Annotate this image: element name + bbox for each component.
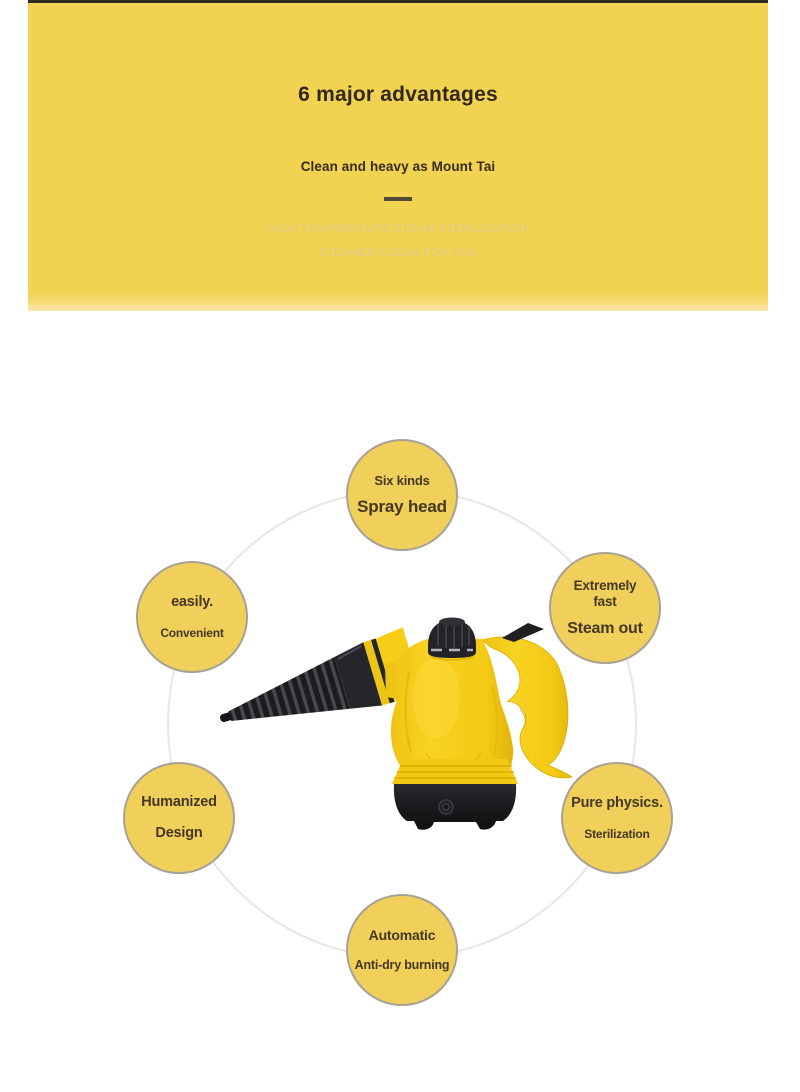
feature-line: Convenient [160, 625, 224, 640]
feature-line: easily. [171, 594, 213, 611]
feature-circle-spray-head [346, 439, 458, 551]
steam-cleaner-product-image [200, 600, 600, 900]
feature-line: Pure physics. [571, 795, 663, 812]
boiler-skirt [392, 759, 518, 784]
product-base [394, 784, 516, 830]
divider-line [384, 197, 412, 201]
feature-line: Anti-dry burning [354, 957, 450, 972]
banner-watermark-line2: STEAMED CLEAN FOR YOU [318, 247, 478, 259]
feature-line: Sterilization [584, 826, 650, 841]
feature-line: Automatic [368, 927, 436, 944]
feature-circle-convenient [136, 561, 248, 673]
banner-subtitle: Clean and heavy as Mount Tai [300, 159, 496, 174]
feature-circle-anti-dry-burning [346, 894, 458, 1006]
feature-line: Design [155, 825, 203, 841]
feature-line: Six kinds [374, 472, 430, 488]
feature-circle-sterilization [561, 762, 673, 874]
cap-knob [428, 618, 476, 659]
banner-watermark-line1: HIGH TEMPERATURE STEAM STERILIZATION [268, 223, 528, 235]
advantages-banner [28, 3, 768, 311]
banner-title: 6 major advantages [298, 83, 498, 106]
feature-circle-steam-out [549, 552, 661, 664]
feature-line: Extremely fast [573, 577, 637, 609]
feature-line: Spray head [357, 497, 447, 517]
feature-circle-humanized-design [123, 762, 235, 874]
feature-line: Humanized [141, 793, 217, 810]
product-body [385, 638, 513, 780]
feature-line: Steam out [567, 620, 643, 638]
